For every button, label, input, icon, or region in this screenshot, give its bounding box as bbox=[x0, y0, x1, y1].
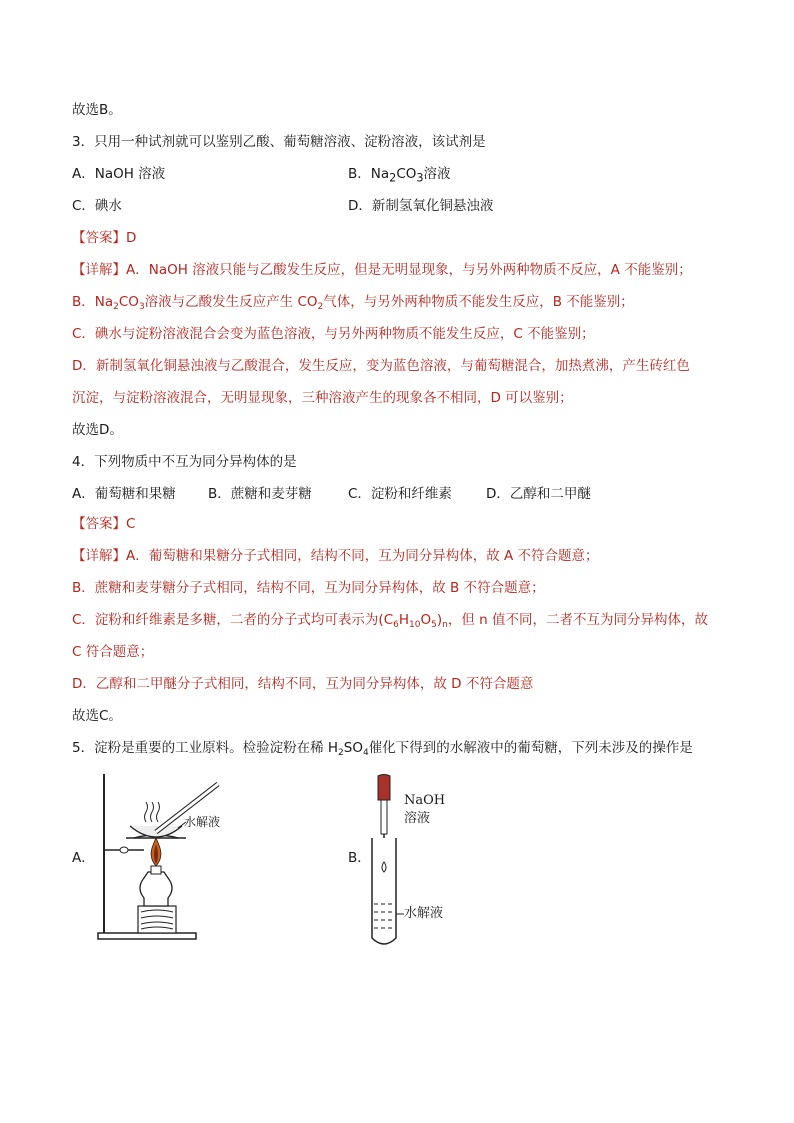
tube-hydrolysate-label: 水解液 bbox=[404, 906, 444, 921]
q3-detail-d-line2: 沉淀，与淀粉溶液混合，无明显现象，三种溶液产生的现象各不相同，D 可以鉴别； bbox=[72, 390, 573, 406]
naoh-formula: NaOH bbox=[404, 793, 446, 808]
q3-option-d: D．新制氢氧化铜悬浊液 bbox=[348, 198, 494, 214]
q3-option-c: C．碘水 bbox=[72, 198, 122, 214]
q4-detail-c-line1: C．淀粉和纤维素是多糖，二者的分子式均可表示为$(C_6H_{10}O_5)_n$，但 n 值不同，二者不互为同分异构体，故 bbox=[72, 612, 708, 630]
q3-detail-c: C．碘水与淀粉溶液混合会变为蓝色溶液，与另外两种物质不能发生反应，C 不能鉴别； bbox=[72, 326, 595, 342]
q3-answer: 【答案】D bbox=[72, 230, 137, 246]
q3-option-b: B．$Na_2CO_3$溶液 bbox=[348, 166, 451, 185]
q4-conclusion: 故选C。 bbox=[72, 708, 122, 724]
naoh-reagent-label bbox=[404, 792, 445, 828]
q3-option-a: A．NaOH 溶液 bbox=[72, 166, 166, 182]
q4-option-c: C．淀粉和纤维素 bbox=[348, 486, 452, 502]
q4-detail-c-line2: C 符合题意； bbox=[72, 644, 154, 660]
q3-detail-a: 【详解】A．NaOH 溶液只能与乙酸发生反应，但是无明显现象，与另外两种物质不反应，A 不能鉴别； bbox=[72, 262, 692, 278]
q5-option-b-label: B． bbox=[348, 850, 371, 866]
heating-apparatus-figure bbox=[94, 772, 254, 948]
q4-stem: 4．下列物质中不互为同分异构体的是 bbox=[72, 454, 297, 470]
q4-detail-d: D．乙醇和二甲醚分子式相同，结构不同，互为同分异构体，故 D 不符合题意 bbox=[72, 676, 534, 692]
q4-option-b: B．蔗糖和麦芽糖 bbox=[208, 486, 312, 502]
heating-apparatus-drawing bbox=[94, 772, 254, 948]
q3-detail-d-line1: D．新制氢氧化铜悬浊液与乙酸混合，发生反应，变为蓝色溶液，与葡萄糖混合，加热煮沸，产生砖红色 bbox=[72, 358, 690, 374]
q4-detail-b: B．蔗糖和麦芽糖分子式相同，结构不同，互为同分异构体，故 B 不符合题意； bbox=[72, 580, 545, 596]
q5-option-a-label: A． bbox=[72, 850, 95, 866]
q3-stem: 3．只用一种试剂就可以鉴别乙酸、葡萄糖溶液、淀粉溶液，该试剂是 bbox=[72, 134, 486, 150]
test-tube-figure bbox=[360, 774, 480, 950]
prev-conclusion: 故选B。 bbox=[72, 102, 122, 118]
q3-detail-b: B．$Na_2CO_3$溶液与乙酸发生反应产生 $CO_2$气体，与另外两种物质不能发生反应，B 不能鉴别； bbox=[72, 294, 634, 312]
q4-answer: 【答案】C bbox=[72, 516, 136, 532]
q3-conclusion: 故选D。 bbox=[72, 422, 123, 438]
q5-stem: 5．淀粉是重要的工业原料。检验淀粉在稀 $H_2SO_4$催化下得到的水解液中的葡萄糖，下列未涉及的操作是 bbox=[72, 740, 693, 758]
q4-option-a: A．葡萄糖和果糖 bbox=[72, 486, 176, 502]
naoh-solution-text: 溶液 bbox=[404, 811, 431, 826]
q4-detail-a: 【详解】A．葡萄糖和果糖分子式相同，结构不同，互为同分异构体，故 A 不符合题意； bbox=[72, 548, 599, 564]
q4-option-d: D．乙醇和二甲醚 bbox=[486, 486, 591, 502]
heating-hydrolysate-label: 水解液 bbox=[184, 815, 221, 829]
